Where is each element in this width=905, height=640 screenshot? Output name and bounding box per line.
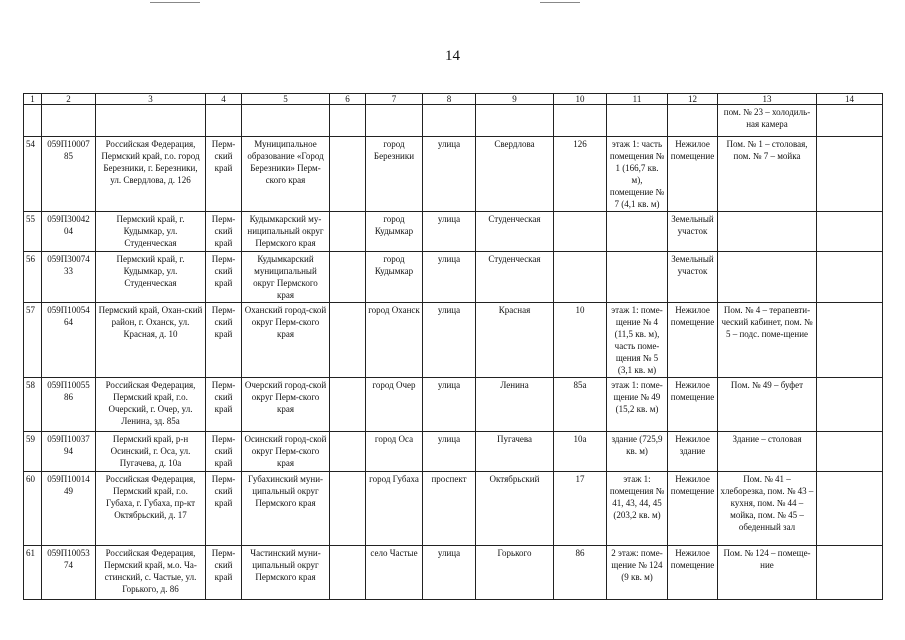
purpose-cell [718, 212, 817, 252]
header-row [24, 94, 883, 105]
scan-artifact-line [540, 2, 580, 3]
object-kind-cell: Нежилое здание [668, 432, 718, 472]
municipality-cell: Кудымкарский муниципальный округ Пермского края [242, 252, 330, 303]
column-header: 3 [96, 94, 206, 105]
table-row [24, 432, 883, 472]
street-type-cell: улица [423, 432, 476, 472]
street-cell: Горького [476, 546, 554, 600]
object-code: 059П10054 64 [42, 303, 96, 378]
empty-cell [817, 303, 883, 378]
empty-cell [330, 472, 366, 546]
region-cell: Перм-ский край [206, 137, 242, 212]
street-cell: Студенческая [476, 252, 554, 303]
empty-cell [817, 432, 883, 472]
street-cell: Пугачева [476, 432, 554, 472]
premises-cell: этаж 1: помещения № 41, 43, 44, 45 (203,2 кв. м) [607, 472, 668, 546]
region-cell: Перм-ский край [206, 212, 242, 252]
object-kind-cell: Нежилое помещение [668, 472, 718, 546]
column-header: 9 [476, 94, 554, 105]
empty-cell [330, 252, 366, 303]
row-number: 58 [24, 378, 42, 432]
object-code: 059П10053 74 [42, 546, 96, 600]
object-kind-cell: Земельный участок [668, 252, 718, 303]
premises-cell: этаж 1: часть помещения № 1 (166,7 кв. м), помещение № 7 (4,1 кв. м) [607, 137, 668, 212]
page-number: 14 [445, 48, 460, 64]
column-header: 6 [330, 94, 366, 105]
table-row [24, 546, 883, 600]
municipality-cell: Муниципальное образование «Город Березники» Перм-ского края [242, 137, 330, 212]
object-code: 059П10014 49 [42, 472, 96, 546]
purpose-cell: Пом. № 49 – буфет [718, 378, 817, 432]
table-row [24, 303, 883, 378]
municipality-cell: Очерский город-ской округ Перм-ского края [242, 378, 330, 432]
table-row [24, 378, 883, 432]
column-header: 14 [817, 94, 883, 105]
street-cell: Студенческая [476, 212, 554, 252]
purpose-cell: Пом. № 124 – помеще-ние [718, 546, 817, 600]
object-kind-cell: Нежилое помещение [668, 378, 718, 432]
locality-cell: город Березники [366, 137, 423, 212]
column-header: 7 [366, 94, 423, 105]
address-cell: Пермский край, Охан-ский район, г. Оханск, ул. Красная, д. 10 [96, 303, 206, 378]
premises-cell: этаж 1: поме-щение № 4 (11,5 кв. м), часть поме-щения № 5 (3,1 кв. м) [607, 303, 668, 378]
scan-artifact-line [150, 2, 200, 3]
house-cell: 86 [554, 546, 607, 600]
column-header: 2 [42, 94, 96, 105]
locality-cell: город Кудымкар [366, 252, 423, 303]
street-cell: Октябрьский [476, 472, 554, 546]
purpose-cell: Пом. № 4 – терапевти-ческий кабинет, пом. № 5 – подс. поме-щение [718, 303, 817, 378]
region-cell: Перм-ский край [206, 546, 242, 600]
house-cell: 10 [554, 303, 607, 378]
municipality-cell: Оханский город-ской округ Перм-ского края [242, 303, 330, 378]
street-type-cell: улица [423, 137, 476, 212]
empty-cell [817, 378, 883, 432]
region-cell: Перм-ский край [206, 472, 242, 546]
region-cell: Перм-ский край [206, 303, 242, 378]
row-number: 61 [24, 546, 42, 600]
purpose-cell: Здание – столовая [718, 432, 817, 472]
premises-cell [607, 212, 668, 252]
table-row [24, 212, 883, 252]
empty-cell [817, 252, 883, 303]
column-header: 10 [554, 94, 607, 105]
purpose-cell: Пом. № 41 – хлеборезка, пом. № 43 – кухня, пом. № 44 – мойка, пом. № 45 – обеденный зал [718, 472, 817, 546]
column-header: 4 [206, 94, 242, 105]
object-code: 059П10037 94 [42, 432, 96, 472]
address-cell: Российская Федерация, Пермский край, г.о. Губаха, г. Губаха, пр-кт Октябрьский, д. 17 [96, 472, 206, 546]
purpose-cell: пом. № 23 – холодиль-ная камера [718, 105, 817, 137]
object-code: 059П10055 86 [42, 378, 96, 432]
purpose-cell [718, 252, 817, 303]
empty-cell [817, 137, 883, 212]
municipality-cell: Кудымкарский му-ниципальный округ Пермского края [242, 212, 330, 252]
address-cell: Российская Федерация, Пермский край, г.о. Очерский, г. Очер, ул. Ленина, зд. 85а [96, 378, 206, 432]
row-number: 55 [24, 212, 42, 252]
object-code: 059П10007 85 [42, 137, 96, 212]
row-number: 54 [24, 137, 42, 212]
premises-cell [607, 252, 668, 303]
locality-cell: город Очер [366, 378, 423, 432]
house-cell [554, 212, 607, 252]
premises-cell: этаж 1: поме-щение № 49 (15,2 кв. м) [607, 378, 668, 432]
column-header: 13 [718, 94, 817, 105]
municipality-cell: Осинский город-ской округ Перм-ского края [242, 432, 330, 472]
row-number: 59 [24, 432, 42, 472]
street-cell: Ленина [476, 378, 554, 432]
register-table [23, 93, 883, 600]
row-number: 60 [24, 472, 42, 546]
empty-cell [330, 303, 366, 378]
locality-cell: село Частые [366, 546, 423, 600]
empty-cell [330, 432, 366, 472]
house-cell: 17 [554, 472, 607, 546]
house-cell: 10а [554, 432, 607, 472]
column-header: 1 [24, 94, 42, 105]
row-number: 57 [24, 303, 42, 378]
continued-row [24, 105, 883, 137]
object-kind-cell: Нежилое помещение [668, 137, 718, 212]
empty-cell [330, 546, 366, 600]
street-cell: Свердлова [476, 137, 554, 212]
column-header: 11 [607, 94, 668, 105]
address-cell: Российская Федерация, Пермский край, г.о. город Березники, г. Березники, ул. Свердлова, д. 126 [96, 137, 206, 212]
address-cell: Пермский край, г. Кудымкар, ул. Студенческая [96, 212, 206, 252]
object-kind-cell: Земельный участок [668, 212, 718, 252]
table-row [24, 252, 883, 303]
locality-cell: город Оханск [366, 303, 423, 378]
street-cell: Красная [476, 303, 554, 378]
locality-cell: город Оса [366, 432, 423, 472]
empty-cell [330, 378, 366, 432]
object-kind-cell: Нежилое помещение [668, 303, 718, 378]
row-number: 56 [24, 252, 42, 303]
empty-cell [330, 212, 366, 252]
street-type-cell: улица [423, 303, 476, 378]
locality-cell: город Губаха [366, 472, 423, 546]
house-cell: 85а [554, 378, 607, 432]
address-cell: Пермский край, г. Кудымкар, ул. Студенческая [96, 252, 206, 303]
table-row [24, 472, 883, 546]
address-cell: Пермский край, р-н Осинский, г. Оса, ул. Пугачева, д. 10а [96, 432, 206, 472]
street-type-cell: проспект [423, 472, 476, 546]
street-type-cell: улица [423, 252, 476, 303]
premises-cell: 2 этаж: поме-щение № 124 (9 кв. м) [607, 546, 668, 600]
region-cell: Перм-ский край [206, 378, 242, 432]
region-cell: Перм-ский край [206, 252, 242, 303]
column-header: 5 [242, 94, 330, 105]
object-code: 059П30042 04 [42, 212, 96, 252]
house-cell: 126 [554, 137, 607, 212]
municipality-cell: Губахинский муни-ципальный округ Пермского края [242, 472, 330, 546]
street-type-cell: улица [423, 212, 476, 252]
municipality-cell: Частинский муни-ципальный округ Пермского края [242, 546, 330, 600]
premises-cell: здание (725,9 кв. м) [607, 432, 668, 472]
empty-cell [817, 472, 883, 546]
object-code: 059П30074 33 [42, 252, 96, 303]
purpose-cell: Пом. № 1 – столовая, пом. № 7 – мойка [718, 137, 817, 212]
street-type-cell: улица [423, 378, 476, 432]
object-kind-cell: Нежилое помещение [668, 546, 718, 600]
column-header: 8 [423, 94, 476, 105]
empty-cell [817, 212, 883, 252]
column-header: 12 [668, 94, 718, 105]
address-cell: Российская Федерация, Пермский край, м.о. Ча-стинский, с. Частые, ул. Горького, д. 86 [96, 546, 206, 600]
locality-cell: город Кудымкар [366, 212, 423, 252]
house-cell [554, 252, 607, 303]
table-row [24, 137, 883, 212]
empty-cell [330, 137, 366, 212]
street-type-cell: улица [423, 546, 476, 600]
empty-cell [817, 546, 883, 600]
region-cell: Перм-ский край [206, 432, 242, 472]
